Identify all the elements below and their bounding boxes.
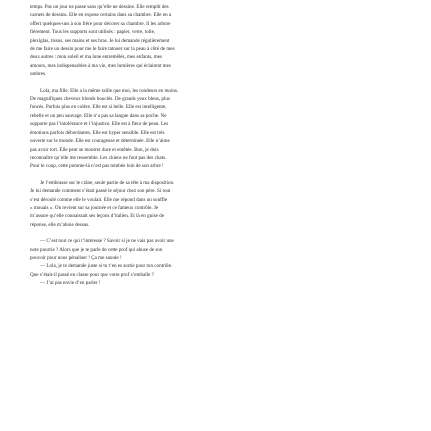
text-line: fièrement. Tous les supports sont utilisés : papier, verre, toile, [30, 29, 156, 36]
text-line: ombres. [30, 71, 47, 78]
text-line: de me faire un dessin pour me le faire tatouer sur la peau à côté de mes [30, 46, 175, 53]
page-text [30, 3, 414, 288]
text-line: Je lui demande comment s’était passé le séjour chez son père. Si tout [30, 188, 171, 195]
paragraph-gap [30, 229, 414, 237]
text-line: réponse, elle m’aboie dessus. [30, 221, 90, 228]
text-line: Pour le coup, cette pomme-là n’est pas tombée loin de son arbre ! [30, 163, 164, 170]
text-line: pas avoir tort. Elle peut se montrer dure et entêtée. Bon, je dois [30, 146, 159, 153]
dialogue-line: — J’ai pas envie d’en parler ! [40, 280, 101, 287]
text-line: foncés. Parfois plus en colère. Elle est si belle. Elle est intelligente, [30, 104, 167, 111]
dialogue-line: — Lola, je te demande juste si tu t’en es sortie pour ton contrôle. [40, 263, 173, 270]
text-line: « mouais ». On revient sur sa journée et ce fameux contrôle. Je [30, 204, 159, 211]
text-line: supporte pas l’intolérance et l’injustice. Elle est à fleur de peau. Les [30, 121, 169, 128]
paragraph-lola-portrait [30, 87, 414, 171]
text-line: rebelle et un peu sauvage. Elle n’a pas sa langue dans sa poche. Ne [30, 112, 167, 119]
text-line: Lola, ma fille. Elle a la même taille que moi, les rondeurs en moins. [40, 87, 179, 94]
paragraph-embrace [30, 179, 414, 229]
dialogue-line: Que s’était-il passé en classe pour que votre prof s’emballe ? [30, 271, 154, 278]
text-line: offert quelques-uns à son frère pour décorer sa chambre. Il les arbore [30, 20, 171, 27]
dialogue-line: pouvoir pour nous pénaliser ! Ça me saoule ! [30, 254, 122, 261]
text-line: ouverte sur le monde. Elle est courageuse et déterminée. Elle n’aime [30, 138, 170, 145]
text-line: émotions parfois débordantes. Elle est hyper sensible. Elle est très [30, 129, 165, 136]
paragraph-drawings [30, 3, 414, 79]
paragraph-dialogue [30, 237, 414, 287]
text-line: deux autres : mon soleil et ma lune entremêlés, mes enfants, mes [30, 54, 162, 61]
text-line: plexiglas, tissus, ses mains et ses bras. Je lui demande régulièrement [30, 37, 170, 44]
text-line: m’assure qu’elle connaissait ses leçons d’italien. Et là en guise de [30, 213, 164, 220]
text-line: carnets de dessins. Elle en expose certains dans sa chambre. Elle en a [30, 12, 172, 19]
text-line: s’est déroulé comme elle le voulait. Elle me répond dans un souffle [30, 196, 168, 203]
text-line: reconnaître qu’elle me ressemble. Les chiens ne font pas des chats. [30, 154, 167, 161]
text-line: temps. Pas un jour ne passe sans qu’elle ne dessine. Elle remplit des [30, 4, 169, 10]
dialogue-line: note pourrie ? Alors que je te parle de cette prof qui abuse de son [30, 246, 163, 253]
text-line: amours, mes indispensables à ma vie, mes lumières qui éclairent mes [30, 62, 171, 69]
text-line: De magnifiques cheveux blonds bouclés. De grands yeux bleus, plus [30, 96, 170, 103]
paragraph-gap [30, 79, 414, 87]
dialogue-line: — C’est tout ce qui t’intéresse ? Savoir si je ne vais pas avoir une [40, 238, 174, 245]
text-line: Je l’embrasse sur le crâne, seule partie de sa tête à ma disposition. [40, 179, 175, 186]
paragraph-gap [30, 171, 414, 179]
